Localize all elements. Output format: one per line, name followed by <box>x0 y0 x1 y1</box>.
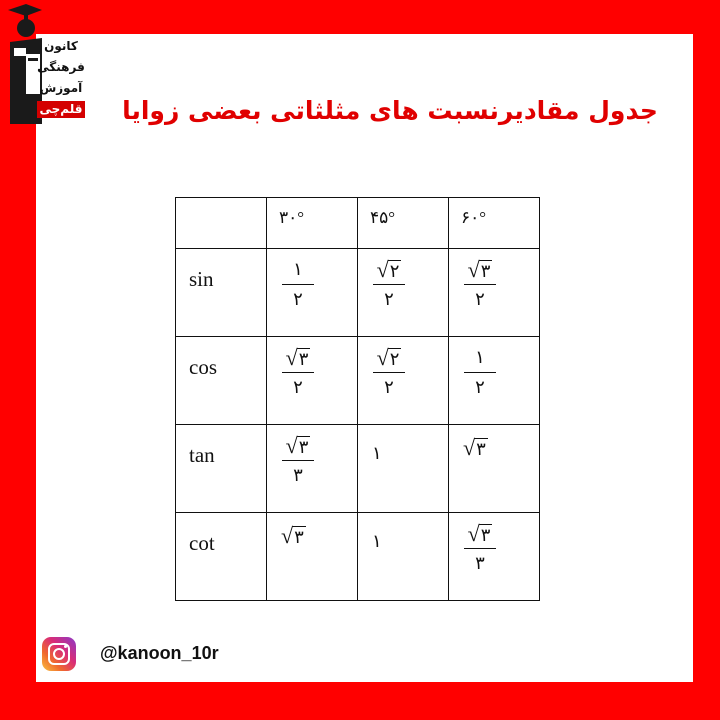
fraction-bar <box>464 372 496 373</box>
denominator: ۲ <box>293 377 303 397</box>
radical-value <box>281 523 306 548</box>
instagram-icon[interactable] <box>42 637 76 671</box>
value-cell <box>358 337 449 425</box>
kanoon-logo <box>2 2 90 126</box>
radicand: ۳ <box>480 525 491 545</box>
logo-line-2: فرهنگی <box>37 60 85 74</box>
value-cell <box>358 249 449 337</box>
fraction <box>281 433 315 486</box>
logo-text <box>36 36 86 120</box>
fraction-bar <box>282 460 314 461</box>
numerator <box>377 257 402 281</box>
radicand: ۲ <box>389 349 400 369</box>
numerator <box>468 257 493 281</box>
denominator: ۲ <box>384 289 394 309</box>
fraction-bar <box>373 284 405 285</box>
value-cell <box>358 513 449 601</box>
radical-sign: √ <box>281 523 294 548</box>
logo-line-4: قلم‌چی <box>37 101 86 118</box>
numerator <box>286 433 311 457</box>
radicand: ۳ <box>298 349 309 369</box>
radical <box>377 345 402 369</box>
radicand: ۳ <box>476 439 486 459</box>
denominator: ۳ <box>475 553 485 573</box>
denominator: ۲ <box>293 289 303 309</box>
fraction <box>463 257 497 310</box>
trig-table <box>175 197 540 601</box>
fraction-bar <box>282 372 314 373</box>
function-name: cos <box>176 337 267 425</box>
radical-sign: √ <box>463 435 476 460</box>
fraction <box>281 345 315 398</box>
value-cell <box>358 425 449 513</box>
function-name: cot <box>176 513 267 601</box>
radical <box>468 521 493 545</box>
radical-sign: √ <box>467 521 480 546</box>
table-row <box>176 337 540 425</box>
instagram-handle[interactable]: @kanoon_10r <box>100 643 219 663</box>
table-row <box>176 425 540 513</box>
fraction-bar <box>282 284 314 285</box>
header-angle: ۳۰° <box>267 198 358 249</box>
numerator: ۱ <box>293 259 303 279</box>
fraction <box>463 521 497 574</box>
value-cell <box>449 337 540 425</box>
radical-sign: √ <box>285 345 298 370</box>
radical <box>286 433 311 457</box>
radical-sign: √ <box>285 433 298 458</box>
page-title: جدول مقادیرنسبت های مثلثاتی بعضی زوایا <box>122 96 658 125</box>
radical-sign: √ <box>376 345 389 370</box>
value-cell <box>267 513 358 601</box>
plain-value: ۱ <box>372 443 382 463</box>
radicand: ۲ <box>389 261 400 281</box>
logo-line-1: کانون <box>44 39 78 53</box>
radical <box>286 345 311 369</box>
value-cell <box>449 513 540 601</box>
header-row <box>176 198 540 249</box>
denominator: ۲ <box>384 377 394 397</box>
header-angle: ۴۵° <box>358 198 449 249</box>
radicand: ۳ <box>298 437 309 457</box>
header-angle: ۶۰° <box>449 198 540 249</box>
denominator: ۳ <box>293 465 303 485</box>
radical <box>468 257 493 281</box>
value-cell <box>267 425 358 513</box>
plain-value: ۱ <box>372 531 382 551</box>
numerator <box>286 345 311 369</box>
fraction <box>463 345 497 398</box>
radical <box>463 435 488 459</box>
value-cell <box>267 249 358 337</box>
fraction-bar <box>464 284 496 285</box>
value-cell <box>449 249 540 337</box>
fraction <box>372 345 406 398</box>
fraction-bar <box>373 372 405 373</box>
table-row <box>176 513 540 601</box>
value-cell <box>267 337 358 425</box>
radical <box>281 523 306 547</box>
header-corner <box>176 198 267 249</box>
radicand: ۳ <box>480 261 491 281</box>
function-name: tan <box>176 425 267 513</box>
radical-sign: √ <box>376 257 389 282</box>
numerator <box>468 521 493 545</box>
numerator <box>377 345 402 369</box>
radical <box>377 257 402 281</box>
fraction <box>281 257 315 310</box>
radical-sign: √ <box>467 257 480 282</box>
fraction-bar <box>464 548 496 549</box>
logo-line-3: آموزش <box>39 81 83 95</box>
numerator: ۱ <box>475 347 485 367</box>
denominator: ۲ <box>475 289 485 309</box>
function-name: sin <box>176 249 267 337</box>
denominator: ۲ <box>475 377 485 397</box>
value-cell <box>449 425 540 513</box>
table-row <box>176 249 540 337</box>
radical-value <box>463 435 488 460</box>
fraction <box>372 257 406 310</box>
radicand: ۳ <box>294 527 304 547</box>
